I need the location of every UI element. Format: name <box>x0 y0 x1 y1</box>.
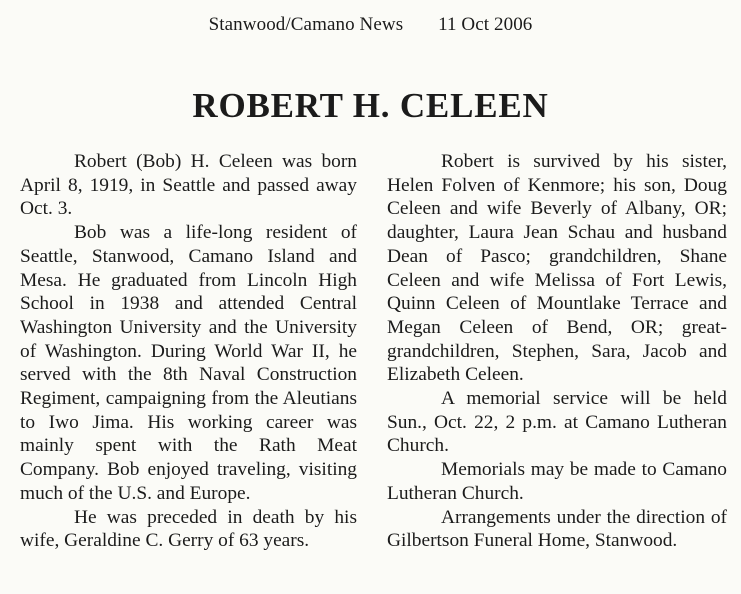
arrangements-paragraph: Arrangements under the direction of Gilbertson Funeral Home, Stanwood. <box>387 506 727 552</box>
publication-name: Stanwood/Camano News <box>208 14 404 35</box>
memorials-paragraph: Memorials may be made to Camano Lutheran Church. <box>387 459 727 504</box>
memorial-service-paragraph: A memorial service will be held Sun., Oct. 22, 2 p.m. at Camano Lutheran Church. <box>387 388 727 457</box>
masthead <box>0 14 741 36</box>
left-column <box>20 150 357 553</box>
preceded-paragraph: He was preceded in death by his wife, Geraldine C. Gerry of 63 years. <box>20 506 357 552</box>
biography-paragraph: Bob was a life-long resident of Seattle, Stanwood, Camano Island and Mesa. He graduated from Lincoln High School in 1938 and attended Central Washington University and the University of Washington. During World War II, he served with the 8th Naval Construction Regiment, campaigning from the Aleutians to Iwo Jima. His working career was mainly spent with the Rath Meat Company. Bob enjoyed traveling, visiting much of the U.S. and Europe. <box>20 222 357 504</box>
survivors-paragraph: Robert is survived by his sister, Helen Folven of Kenmore; his son, Doug Celeen and wife Beverly of Albany, OR; daughter, Laura Jean Schau and husband Dean of Pasco; grandchildren, Shane Celeen and wife Melissa of Fort Lewis, Quinn Celeen of Mountlake Terrace and Megan Celeen of Bend, OR; great-grandchildren, Stephen, Sara, Jacob and Elizabeth Celeen. <box>387 151 727 386</box>
publication-date: 11 Oct 2006 <box>438 14 533 35</box>
obituary-headline: ROBERT H. CELEEN <box>192 86 549 125</box>
birth-paragraph: Robert (Bob) H. Celeen was born April 8, 1919, in Seattle and passed away Oct. 3. <box>20 151 357 220</box>
right-column <box>387 150 727 553</box>
